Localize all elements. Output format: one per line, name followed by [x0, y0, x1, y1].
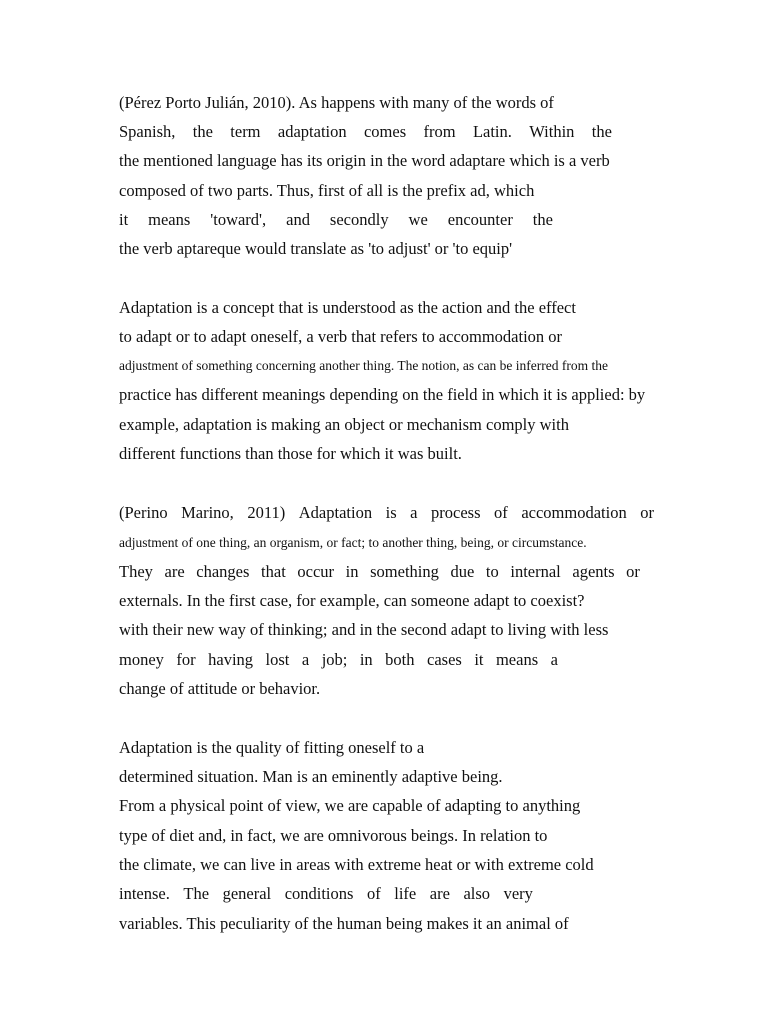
word: it	[119, 210, 129, 229]
word: also	[463, 884, 491, 903]
text-line	[119, 503, 654, 523]
word: comes	[363, 122, 407, 141]
text-line: the climate, we can live in areas with extreme heat or with extreme cold	[119, 855, 594, 874]
word: of	[494, 503, 508, 522]
word: from	[423, 122, 456, 141]
word: in	[359, 650, 373, 669]
text-line: Adaptation is a concept that is understood as the action and the effect	[119, 298, 576, 317]
word: a	[301, 650, 310, 669]
text-line: practice has different meanings depending on the field in which it is applied: by	[119, 385, 646, 404]
word: Spanish,	[119, 122, 176, 141]
word: general	[222, 884, 272, 903]
word: cases	[427, 650, 462, 669]
word: of	[366, 884, 381, 903]
word: is	[385, 503, 397, 522]
text-line: different functions than those for which it was built.	[119, 444, 462, 463]
word: Latin.	[472, 122, 512, 141]
word: or	[640, 503, 654, 522]
word: They	[119, 562, 153, 581]
text-line: adjustment of something concerning another thing. The notion, as can be inferred from the	[119, 358, 608, 373]
word: adaptation	[277, 122, 347, 141]
text-line	[119, 884, 533, 904]
word: something	[370, 562, 439, 581]
word: we	[408, 210, 428, 229]
word: conditions	[284, 884, 354, 903]
text-line	[119, 650, 558, 670]
word: 'toward',	[210, 210, 267, 229]
word: a	[410, 503, 418, 522]
word: encounter	[447, 210, 513, 229]
word: process	[431, 503, 481, 522]
word: life	[394, 884, 417, 903]
text-line: From a physical point of view, we are capable of adapting to anything	[119, 796, 581, 815]
word: having	[208, 650, 254, 669]
word: a	[550, 650, 558, 669]
text-line: composed of two parts. Thus, first of all is the prefix ad, which	[119, 181, 535, 200]
text-line: to adapt or to adapt oneself, a verb that refers to accommodation or	[119, 327, 563, 346]
text-line	[119, 210, 553, 230]
text-line: example, adaptation is making an object or mechanism comply with	[119, 415, 569, 434]
word: means	[495, 650, 539, 669]
word: to	[485, 562, 499, 581]
text-line: variables. This peculiarity of the human being makes it an animal of	[119, 914, 569, 933]
text-line: with their new way of thinking; and in the second adapt to living with less	[119, 620, 609, 639]
word: internal	[510, 562, 561, 581]
word: lost	[265, 650, 290, 669]
word: due	[450, 562, 475, 581]
word: the	[591, 122, 612, 141]
text-line: type of diet and, in fact, we are omnivorous beings. In relation to	[119, 826, 548, 845]
word: term	[230, 122, 261, 141]
word: Adaptation	[298, 503, 373, 522]
word: that	[261, 562, 286, 581]
word: agents	[572, 562, 615, 581]
word: are	[429, 884, 450, 903]
word: accommodation	[521, 503, 627, 522]
word: means	[148, 210, 191, 229]
word: both	[385, 650, 415, 669]
word: for	[176, 650, 196, 669]
word: changes	[196, 562, 250, 581]
word: Within	[529, 122, 575, 141]
word: it	[474, 650, 484, 669]
word: 2011)	[247, 503, 286, 522]
word: the	[532, 210, 553, 229]
word: in	[345, 562, 359, 581]
word: or	[626, 562, 640, 581]
text-line: change of attitude or behavior.	[119, 679, 321, 698]
word: (Perino	[119, 503, 168, 522]
word: secondly	[329, 210, 389, 229]
word: Marino,	[181, 503, 234, 522]
word: the	[192, 122, 213, 141]
word: very	[503, 884, 533, 903]
word: job;	[321, 650, 348, 669]
text-line: externals. In the first case, for example, can someone adapt to coexist?	[119, 591, 585, 610]
text-line	[119, 122, 612, 142]
text-line: the verb aptareque would translate as 'to adjust' or 'to equip'	[119, 239, 513, 258]
word: and	[286, 210, 310, 229]
word: are	[164, 562, 185, 581]
word: occur	[297, 562, 335, 581]
text-line: the mentioned language has its origin in the word adaptare which is a verb	[119, 151, 610, 170]
word: money	[119, 650, 164, 669]
text-line: determined situation. Man is an eminently adaptive being.	[119, 767, 503, 786]
text-line	[119, 562, 640, 582]
word: intense.	[119, 884, 170, 903]
text-line: adjustment of one thing, an organism, or fact; to another thing, being, or circumstance.	[119, 535, 587, 550]
text-line: Adaptation is the quality of fitting oneself to a	[119, 738, 425, 757]
word: The	[183, 884, 210, 903]
text-line: (Pérez Porto Julián, 2010). As happens with many of the words of	[119, 93, 554, 112]
